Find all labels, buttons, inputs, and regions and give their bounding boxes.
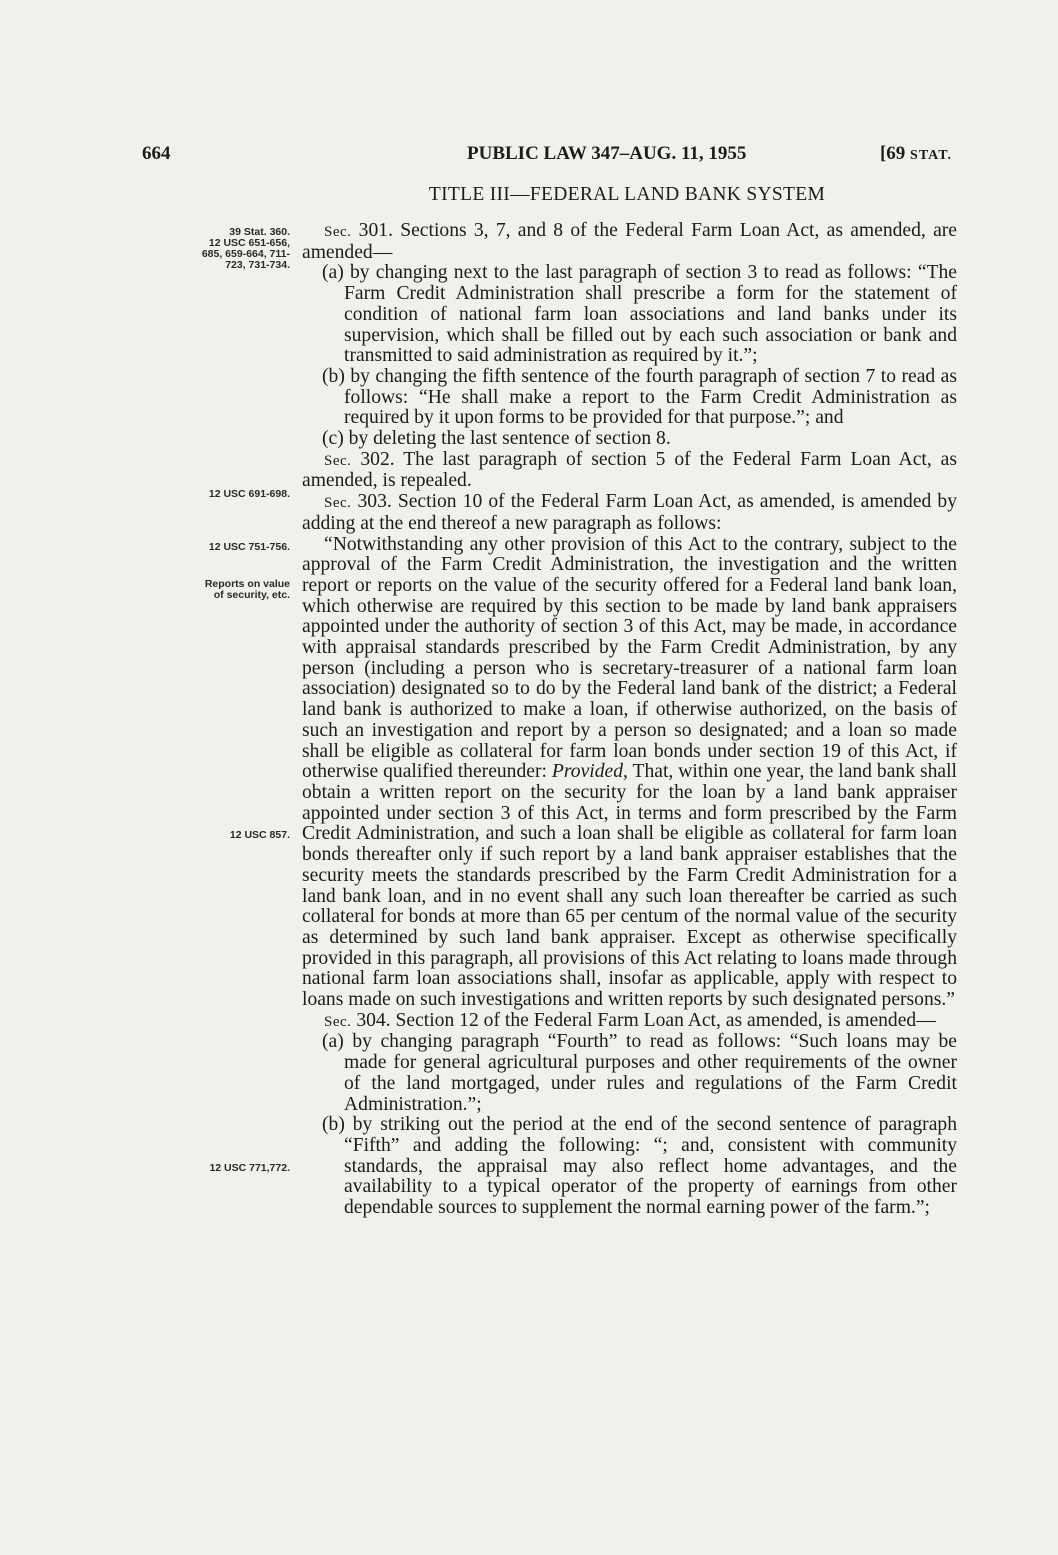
section-302 — [302, 450, 957, 492]
section-label: Sec. — [324, 224, 352, 240]
section-303 — [302, 492, 957, 534]
section-303-quote — [302, 535, 957, 1011]
subsection-304-b: (b) by striking out the period at the end of the second sentence of paragraph “Fifth” and adding the following: “; and, consistent with community standards, the appraisal may also reflect home advantages, and the availability to a typical operator of the property of earnings from other dependable sources to supplement the normal earning power of the farm.”; — [322, 1114, 957, 1219]
running-header — [142, 143, 952, 167]
section-label: Sec. — [324, 1013, 352, 1030]
header-title: PUBLIC LAW 347–AUG. 11, 1955 — [467, 143, 747, 164]
volume-prefix: [69 — [879, 143, 911, 164]
margin-note-citation: 12 USC 691-698. — [208, 488, 290, 500]
volume-stat: STAT. — [910, 148, 952, 163]
paragraph-text: 304. Section 12 of the Federal Farm Loan Act, as amended, is amended— — [351, 1009, 936, 1031]
margin-note-citation: 39 Stat. 360. 12 USC 651-656, 685, 659-664, 711- 723, 731-734. — [201, 226, 290, 271]
paragraph-text: 302. The last paragraph of section 5 of the Federal Farm Loan Act, as amended, is repealed. — [302, 448, 957, 492]
subsection-301-b: (b) by changing the fifth sentence of the fourth paragraph of section 7 to read as follows: “He shall make a report to the Farm Credit Administration as required by it upon forms to be provided for that purpose.”; and — [322, 365, 957, 429]
law-text — [302, 221, 957, 1219]
section-label: Sec. — [324, 452, 352, 469]
margin-note-citation: 12 USC 751-756. — [208, 541, 290, 553]
section-label: Sec. — [324, 495, 352, 512]
subsection-304-a: (a) by changing paragraph “Fourth” to read as follows: “Such loans may be made for general agricultural purposes and other requirements of the owner of the land mortgaged, under rules and regulations of the Farm Credit Administration.”; — [322, 1031, 957, 1115]
paragraph-text: “Notwithstanding any other provision of this Act to the contrary, subject to the approval of the Farm Credit Administration, the investigation and the written report or reports on the value of the security offered for a Federal land bank loan, which otherwise are required by this section to be made by land bank appraisers appointed under the authority of section 3 of this Act, may be made, in accordance with appraisal standards prescribed by the Farm Credit Administration, by any person (including a person who is secretary-treasurer of a national farm loan association) designated so to do by the Federal land bank of the district; a Federal land bank is authorized to make a loan, if otherwise authorized, on the basis of such an investigation and report by a person so designated; and a loan so made shall be eligible as collateral for farm loan bonds under section 19 of this Act, if otherwise qualified thereunder: — [302, 533, 957, 783]
subsection-301-a: (a) by changing next to the last paragraph of section 3 to read as follows: “The Farm Credit Administration shall prescribe a form for the statement of condition of national farm loan associations and land banks under its supervision, which shall be filled out by each such association or bank and transmitted to said administration as required by it.”; — [322, 262, 957, 367]
section-title: TITLE III—FEDERAL LAND BANK SYSTEM — [428, 184, 826, 205]
section-301 — [302, 221, 957, 263]
paragraph-text: 303. Section 10 of the Federal Farm Loan Act, as amended, is amended by adding at the end thereof a new paragraph as follows: — [302, 491, 957, 534]
margin-note-topic: Reports on value of security, etc. — [204, 578, 290, 601]
subsection-301-c: (c) by deleting the last sentence of section 8. — [322, 428, 671, 450]
margin-note-citation: 12 USC 857. — [229, 829, 290, 841]
page-number: 664 — [142, 143, 171, 164]
paragraph-text: , That, within one year, the land bank shall obtain a written report on the security for the loan by a land bank appraiser appointed under section 3 of this Act, in terms and form prescribed by the Farm Credit Administration, and such a loan shall be eligible as collateral for farm loan bonds thereafter only if such report by a land bank appraiser establishes that the security meets the standards prescribed by the Farm Credit Administration for a land bank loan, and in no event shall any such loan thereafter be carried as such collateral for bonds at more than 65 per centum of the normal value of the security as determined by such land bank appraiser. Except as otherwise specifically provided in this paragraph, all provisions of this Act relating to loans made through national farm loan associations shall, insofar as applicable, apply with respect to loans made on such investigations and written reports by such designated persons.” — [302, 761, 957, 1011]
paragraph-text: 301. Sections 3, 7, and 8 of the Federal Farm Loan Act, as amended, are amended— — [302, 220, 957, 263]
italic-term: Provided — [551, 761, 624, 783]
margin-note-citation: 12 USC 771,772. — [209, 1162, 290, 1174]
section-304 — [302, 1011, 957, 1033]
volume-reference — [880, 143, 952, 165]
